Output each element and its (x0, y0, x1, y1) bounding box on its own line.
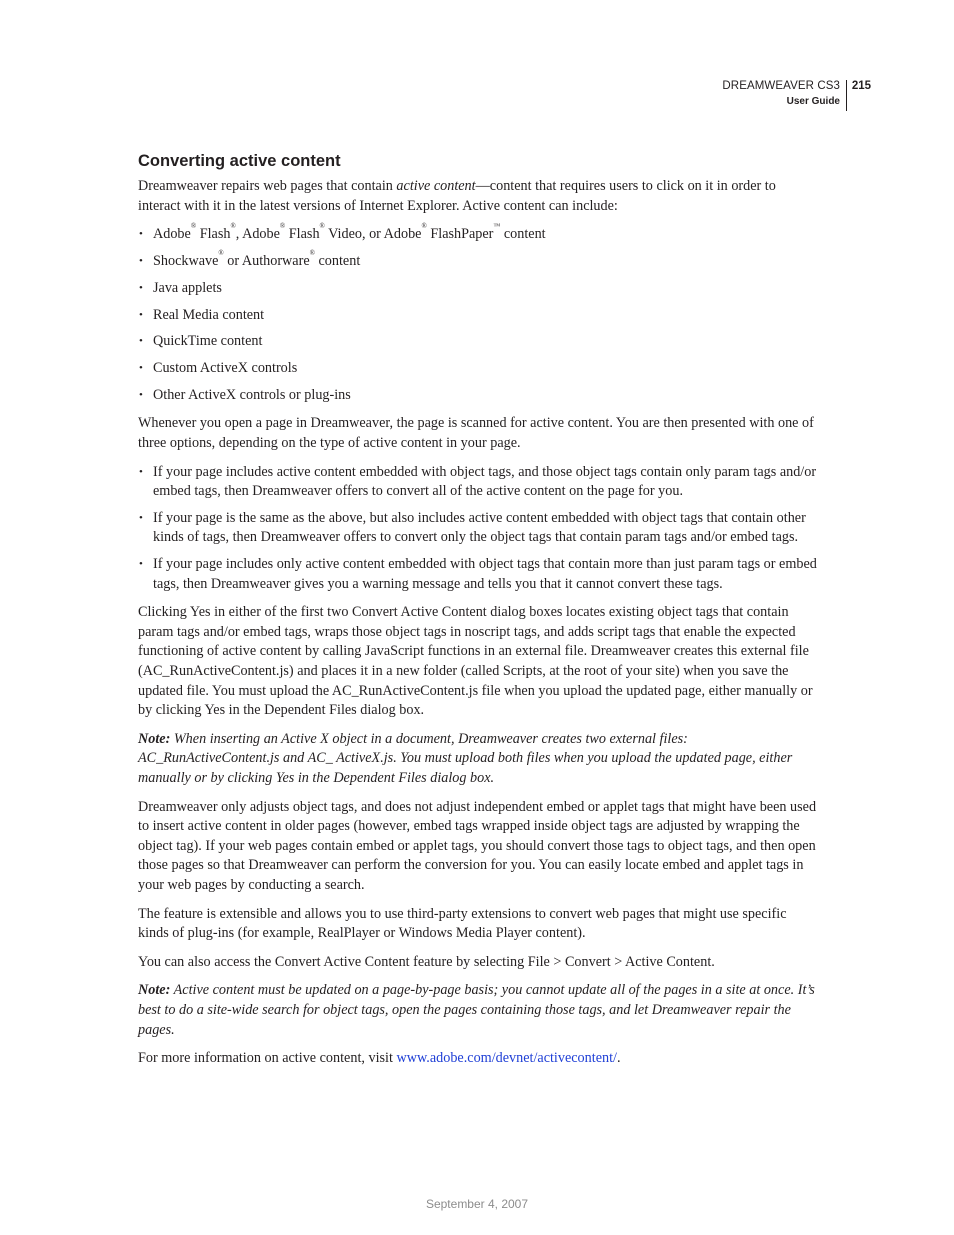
list-item: • If your page includes active content embedded with object tags, and those object tags contain only param tags and/or embed tags, then Dreamweaver offers to convert all of the active content on the page for you. (138, 463, 818, 502)
section-heading: Converting active content (138, 152, 341, 170)
clicking-paragraph: Clicking Yes in either of the first two Convert Active Content dialog boxes locates existing object tags that contain param tags and/or embed tags, wraps those object tags in noscript tags, and adds script tags that enable the expected functioning of active content by calling JavaScript functions in an external file. Dreamweaver creates this external file (AC_RunActiveContent.js) and places it in a new folder (called Scripts, at the root of your site) when you save the updated file. You must upload the AC_RunActiveContent.js file when you upload the updated page, either manually or by clicking Yes in the Dependent Files dialog box. (138, 604, 813, 719)
header-text (722, 78, 840, 109)
list-item: • Java applets (138, 279, 818, 299)
list-item: • Adobe® Flash®, Adobe® Flash® Video, or Adobe® FlashPaper™ content (138, 225, 818, 245)
note-label: Note: (138, 730, 171, 747)
extensible-paragraph: The feature is extensible and allows you to use third-party extensions to convert web pages that might use specific kinds of plug-ins (for example, RealPlayer or Windows Media Player content). (138, 905, 787, 942)
note-label: Note: (138, 982, 171, 999)
active-content-link[interactable]: www.adobe.com/devnet/activecontent/ (396, 1050, 617, 1067)
adjusts-paragraph: Dreamweaver only adjusts object tags, and does not adjust independent embed or applet tags that might have been used to insert active content in older pages (however, embed tags wrapped inside object tags are adjusted by wrapping the object tag). If your web pages contain embed or applet tags, you should convert those tags to object tags, and then open those pages so that Dreamweaver can perform the conversion for you. You can easily locate embed and applet tags in your web pages by conducting a search. (138, 798, 817, 893)
intro-text-end: —content that requires users to click on it in order to interact with it in the latest versions of Internet Explorer. Active content can include: (138, 178, 776, 214)
list-item: • Custom ActiveX controls (138, 359, 818, 379)
intro-term: active content (396, 178, 476, 194)
intro-paragraph (138, 177, 818, 216)
header-divider (846, 80, 847, 111)
list-item: • Shockwave® or Authorware® content (138, 252, 818, 272)
note-text: When inserting an Active X object in a document, Dreamweaver creates two external files: AC_RunActiveContent.js and AC_ ActiveX.js. You must upload both files when you upload the updated page, either manually or by clicking Yes in the Dependent Files dialog box. (138, 730, 793, 786)
intro-text-start: Dreamweaver repairs web pages that contain (138, 178, 397, 194)
scan-paragraph: Whenever you open a page in Dreamweaver, the page is scanned for active content. You are then presented with one of three options, depending on the type of active content in your page. (138, 415, 814, 452)
access-paragraph: You can also access the Convert Active Content feature by selecting File > Convert > Active Content. (138, 953, 715, 970)
list-item: • If your page includes only active content embedded with object tags that contain more than just param tags or embed tags, then Dreamweaver gives you a warning message and tells you that it cannot convert these tags. (138, 555, 818, 594)
page-header (571, 78, 871, 112)
main-content (138, 150, 818, 1078)
book-title: DREAMWEAVER CS3 (722, 80, 840, 92)
more-info-paragraph: For more information on active content, visit www.adobe.com/devnet/activecontent/. (138, 1050, 621, 1067)
list-item: • If your page is the same as the above, but also includes active content embedded with object tags that contain other kinds of tags, then Dreamweaver offers to convert only the object tags that contain param tags and/or embed tags. (138, 509, 818, 548)
note-paragraph (138, 730, 818, 789)
options-list (138, 463, 818, 595)
note-text: Active content must be updated on a page-by-page basis; you cannot update all of the pages in a site at once. It’s best to do a site-wide search for object tags, open the pages containing those tags, and let Dreamweaver repair the pages. (138, 982, 815, 1038)
list-item: • Real Media content (138, 306, 818, 326)
list-item: • QuickTime content (138, 332, 818, 352)
content-types-list (138, 222, 818, 405)
note-paragraph (138, 981, 818, 1040)
list-item: • Other ActiveX controls or plug-ins (138, 386, 818, 406)
footer-date: September 4, 2007 (425, 1197, 529, 1211)
book-subtitle: User Guide (786, 96, 840, 107)
page-number: 215 (851, 80, 871, 92)
